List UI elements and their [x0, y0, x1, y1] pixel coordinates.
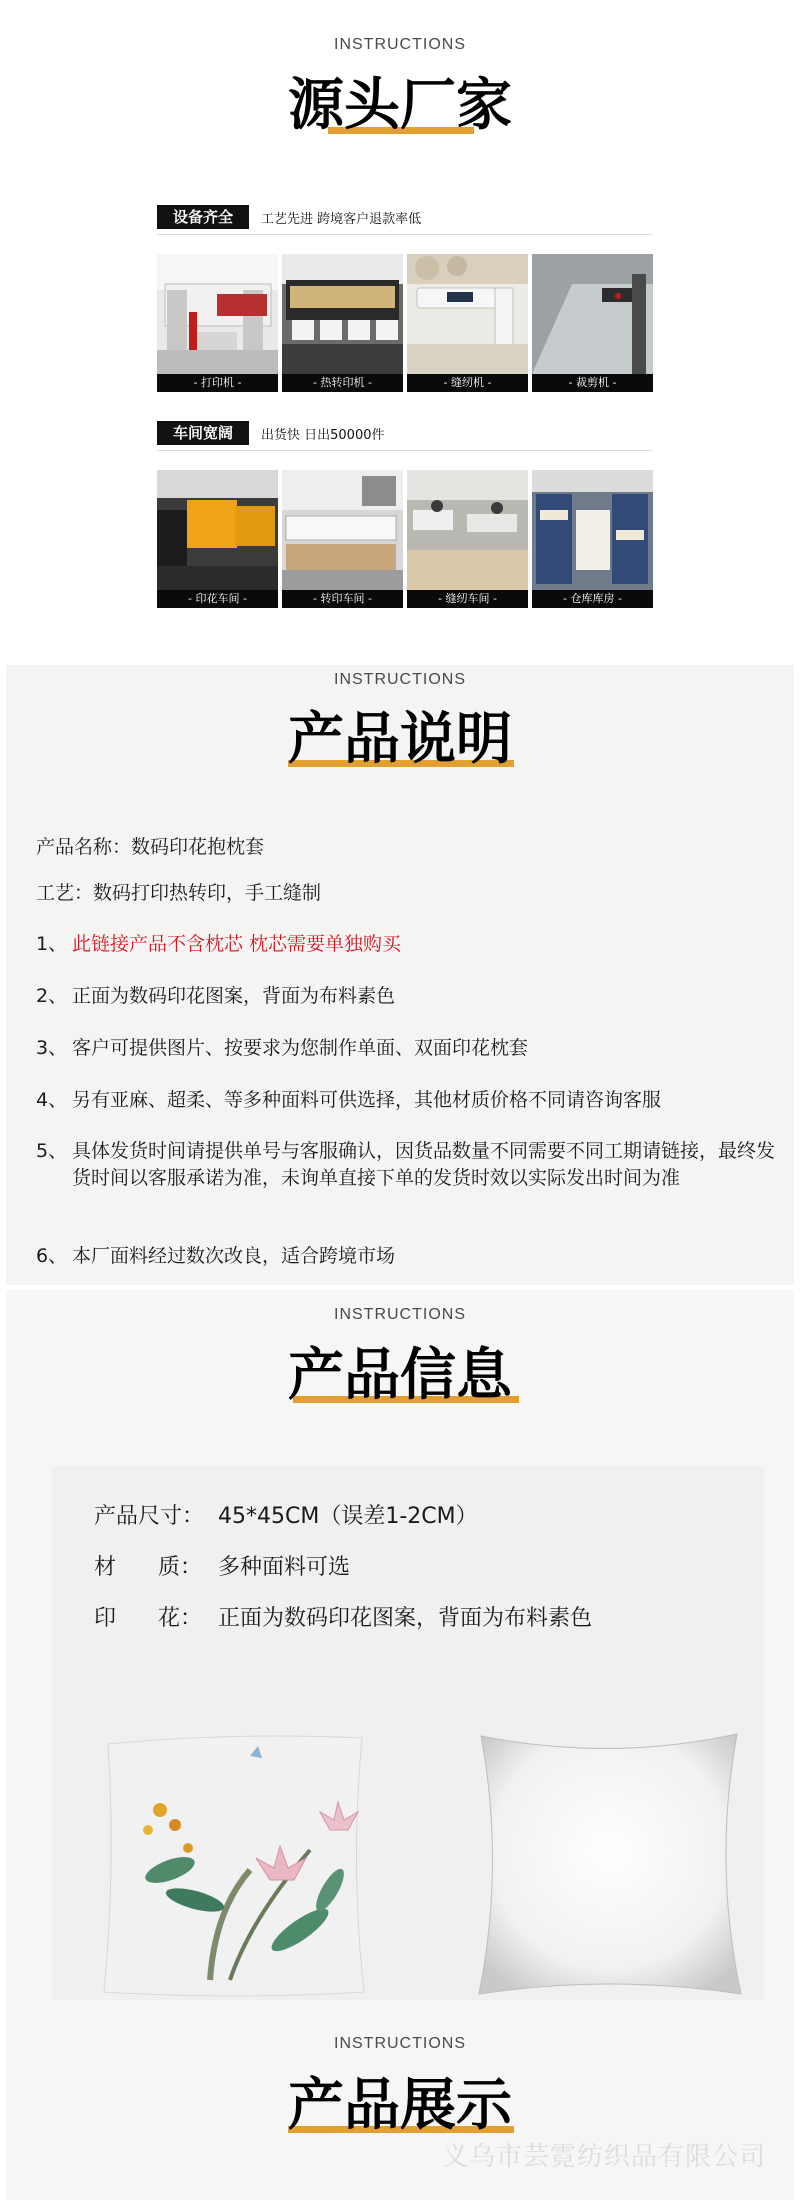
spec-size — [94, 1502, 478, 1532]
equipment-header — [157, 199, 652, 235]
photo-sewing-machine — [407, 254, 528, 392]
transfer-workshop-image — [282, 470, 403, 590]
company-watermark: 义乌市芸霓纺织品有限公司 — [441, 2142, 766, 2172]
photo-heat-press — [282, 254, 403, 392]
heat-press-image — [282, 254, 403, 374]
list-item — [36, 1035, 796, 1062]
photo-caption: - 热转印机 - — [282, 374, 403, 392]
photo-caption: - 印花车间 - — [157, 590, 278, 608]
photo-transfer-workshop — [282, 470, 403, 608]
item-number: 1、 — [36, 933, 68, 955]
spec-label: 材 质： — [94, 1555, 202, 1580]
list-item — [36, 1087, 796, 1114]
craft-line: 工艺：数码打印热转印，手工缝制 — [36, 882, 322, 904]
printed-pillow-image — [100, 1730, 370, 2000]
item-text: 具体发货时间请提供单号与客服确认，因货品数量不同需要不同工期请链接，最终发货时间以客服承诺为准，未询单直接下单的发货时效以实际发出时间为准 — [72, 1140, 776, 1189]
printer-image — [157, 254, 278, 374]
item-number: 5、 — [36, 1140, 68, 1162]
photo-caption: - 打印机 - — [157, 374, 278, 392]
printing-workshop-image — [157, 470, 278, 590]
photo-cutting-machine — [532, 254, 653, 392]
section-eyebrow: INSTRUCTIONS — [334, 671, 466, 688]
product-name-line: 产品名称：数码印花抱枕套 — [36, 836, 265, 858]
spec-value: 正面为数码印花图案，背面为布料素色 — [218, 1606, 593, 1631]
section-eyebrow: INSTRUCTIONS — [334, 36, 466, 53]
section-title: 产品展示 — [288, 2073, 512, 2138]
list-item — [36, 1138, 796, 1219]
item-number: 2、 — [36, 985, 68, 1007]
photo-warehouse — [532, 470, 653, 608]
list-item — [36, 931, 796, 958]
spec-label: 产品尺寸： — [94, 1504, 205, 1529]
item-text: 客户可提供图片、按要求为您制作单面、双面印花枕套 — [72, 1037, 529, 1059]
photo-printer — [157, 254, 278, 392]
sewing-workshop-image — [407, 470, 528, 590]
item-number: 4、 — [36, 1089, 68, 1111]
item-text: 另有亚麻、超柔、等多种面料可供选择，其他材质价格不同请咨询客服 — [72, 1089, 662, 1111]
sewing-machine-image — [407, 254, 528, 374]
item-number: 6、 — [36, 1245, 68, 1267]
spec-label: 印 花： — [94, 1606, 202, 1631]
spec-value: 45*45CM（误差1-2CM） — [218, 1504, 478, 1529]
section-title: 产品信息 — [288, 1343, 512, 1408]
item-number: 3、 — [36, 1037, 68, 1059]
equipment-tag: 设备齐全 — [157, 205, 249, 229]
section-title: 源头厂家 — [288, 73, 512, 138]
blank-pillow-image — [475, 1728, 745, 2000]
item-text: 正面为数码印花图案，背面为布料素色 — [72, 985, 396, 1007]
section-eyebrow: INSTRUCTIONS — [334, 1306, 466, 1323]
cutting-machine-image — [532, 254, 653, 374]
list-item — [36, 983, 796, 1010]
workshop-tag: 车间宽阔 — [157, 421, 249, 445]
item-text-notice: 此链接产品不含枕芯 枕芯需要单独购买 — [72, 933, 402, 955]
photo-caption: - 缝纫车间 - — [407, 590, 528, 608]
photo-caption: - 裁剪机 - — [532, 374, 653, 392]
equipment-subtitle: 工艺先进 跨境客户退款率低 — [261, 212, 422, 227]
spec-print — [94, 1604, 592, 1634]
section-eyebrow: INSTRUCTIONS — [334, 2035, 466, 2052]
warehouse-image — [532, 470, 653, 590]
photo-sewing-workshop — [407, 470, 528, 608]
photo-printing-workshop — [157, 470, 278, 608]
photo-caption: - 缝纫机 - — [407, 374, 528, 392]
section-title: 产品说明 — [288, 707, 512, 772]
item-text: 本厂面料经过数次改良，适合跨境市场 — [72, 1245, 396, 1267]
list-item — [36, 1243, 796, 1270]
workshop-subtitle: 出货快 日出50000件 — [261, 428, 385, 443]
workshop-photo-row — [157, 470, 653, 608]
workshop-header — [157, 415, 652, 451]
spec-material — [94, 1553, 350, 1583]
photo-caption: - 仓库库房 - — [532, 590, 653, 608]
equipment-photo-row — [157, 254, 653, 392]
photo-caption: - 转印车间 - — [282, 590, 403, 608]
spec-value: 多种面料可选 — [218, 1555, 351, 1580]
